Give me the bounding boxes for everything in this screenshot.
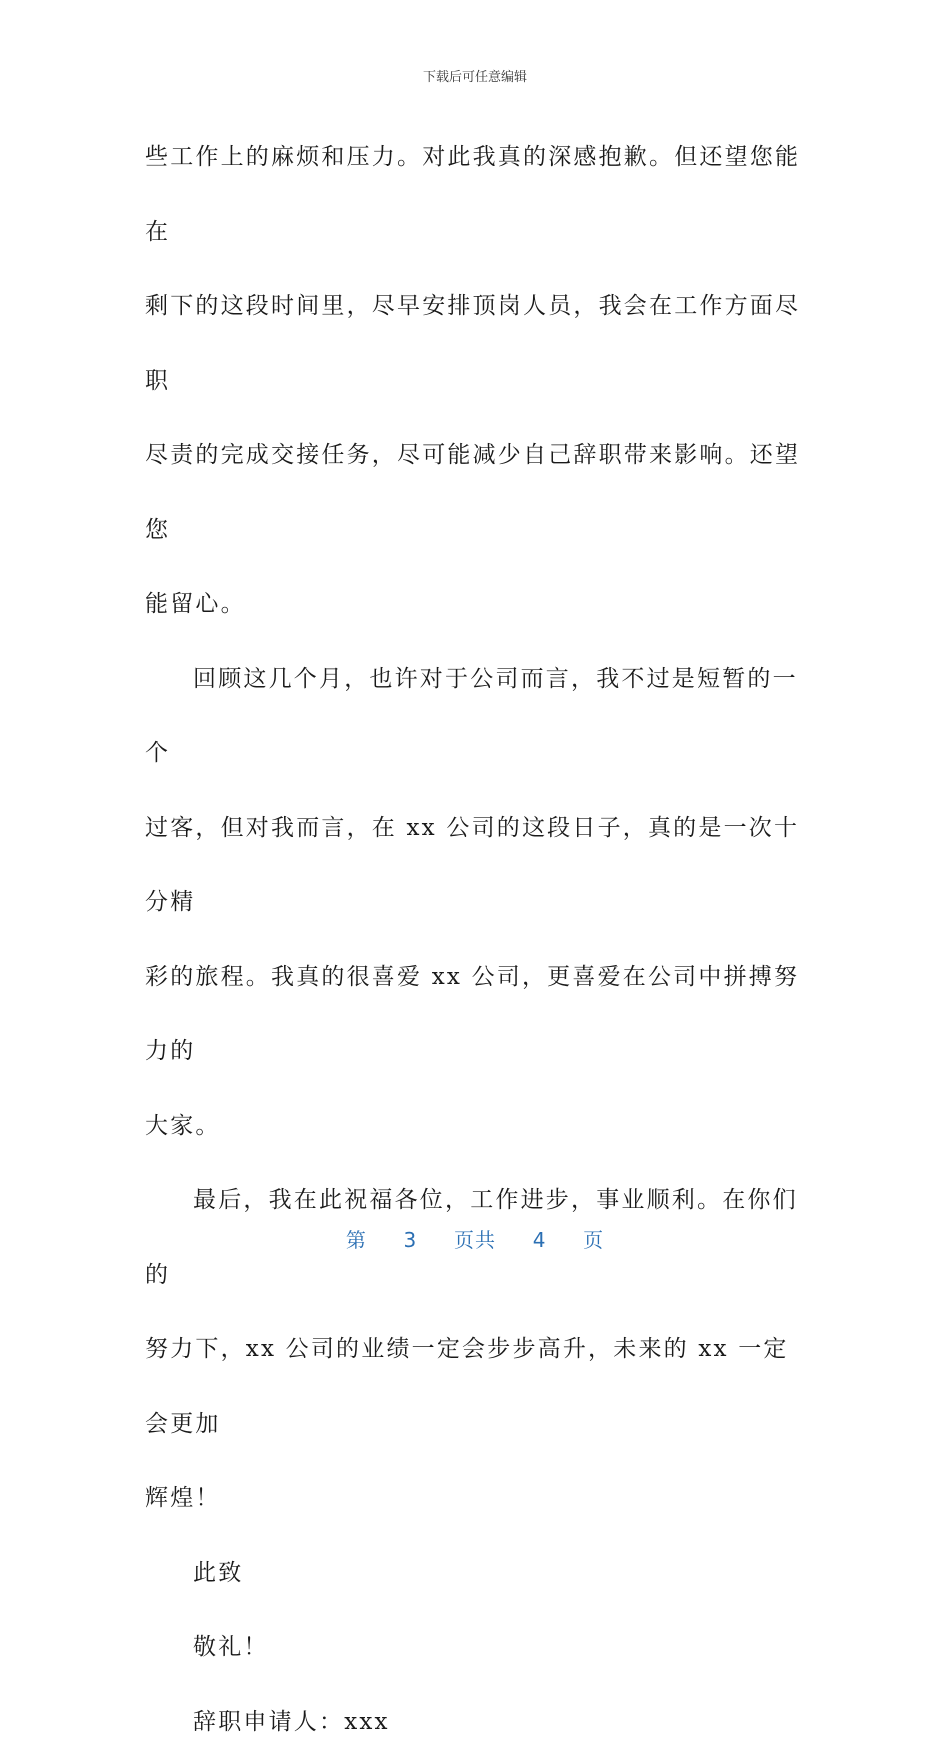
text-line: 能留心。 <box>145 591 246 617</box>
text-line: 努力下，xx 公司的业绩一定会步步高升，未来的 xx 一定会更加 <box>145 1336 789 1437</box>
page-footer <box>0 1224 950 1253</box>
signature: 辞职申请人：xxx <box>145 1685 810 1759</box>
paragraph-review <box>145 642 810 1164</box>
footer-total-pages: 4 <box>533 1228 547 1252</box>
closing-salutation: 此致 <box>145 1536 810 1611</box>
text-line: 回顾这几个月，也许对于公司而言，我不过是短暂的一个 <box>145 666 798 767</box>
page-header: 下载后可任意编辑 <box>0 66 950 85</box>
closing-regards: 敬礼！ <box>145 1610 810 1685</box>
paragraph-wishes <box>145 1163 810 1536</box>
document-body <box>145 120 810 1759</box>
text-line: 辉煌！ <box>145 1485 221 1511</box>
footer-page-number: 3 <box>404 1228 418 1252</box>
text-line: 大家。 <box>145 1113 221 1139</box>
text-line: 过客，但对我而言，在 xx 公司的这段日子，真的是一次十分精 <box>145 815 799 916</box>
paragraph-continuation <box>145 120 810 642</box>
footer-prefix: 第 <box>346 1224 367 1253</box>
text-line: 彩的旅程。我真的很喜爱 xx 公司，更喜爱在公司中拼搏努力的 <box>145 964 799 1065</box>
text-line: 最后，我在此祝福各位，工作进步，事业顺利。在你们的 <box>145 1187 798 1288</box>
text-line: 尽责的完成交接任务，尽可能减少自己辞职带来影响。还望您 <box>145 442 800 543</box>
footer-middle: 页共 <box>454 1224 496 1253</box>
text-line: 些工作上的麻烦和压力。对此我真的深感抱歉。但还望您能在 <box>145 144 800 245</box>
footer-suffix: 页 <box>583 1224 604 1253</box>
text-line: 剩下的这段时间里，尽早安排顶岗人员，我会在工作方面尽职 <box>145 293 800 394</box>
